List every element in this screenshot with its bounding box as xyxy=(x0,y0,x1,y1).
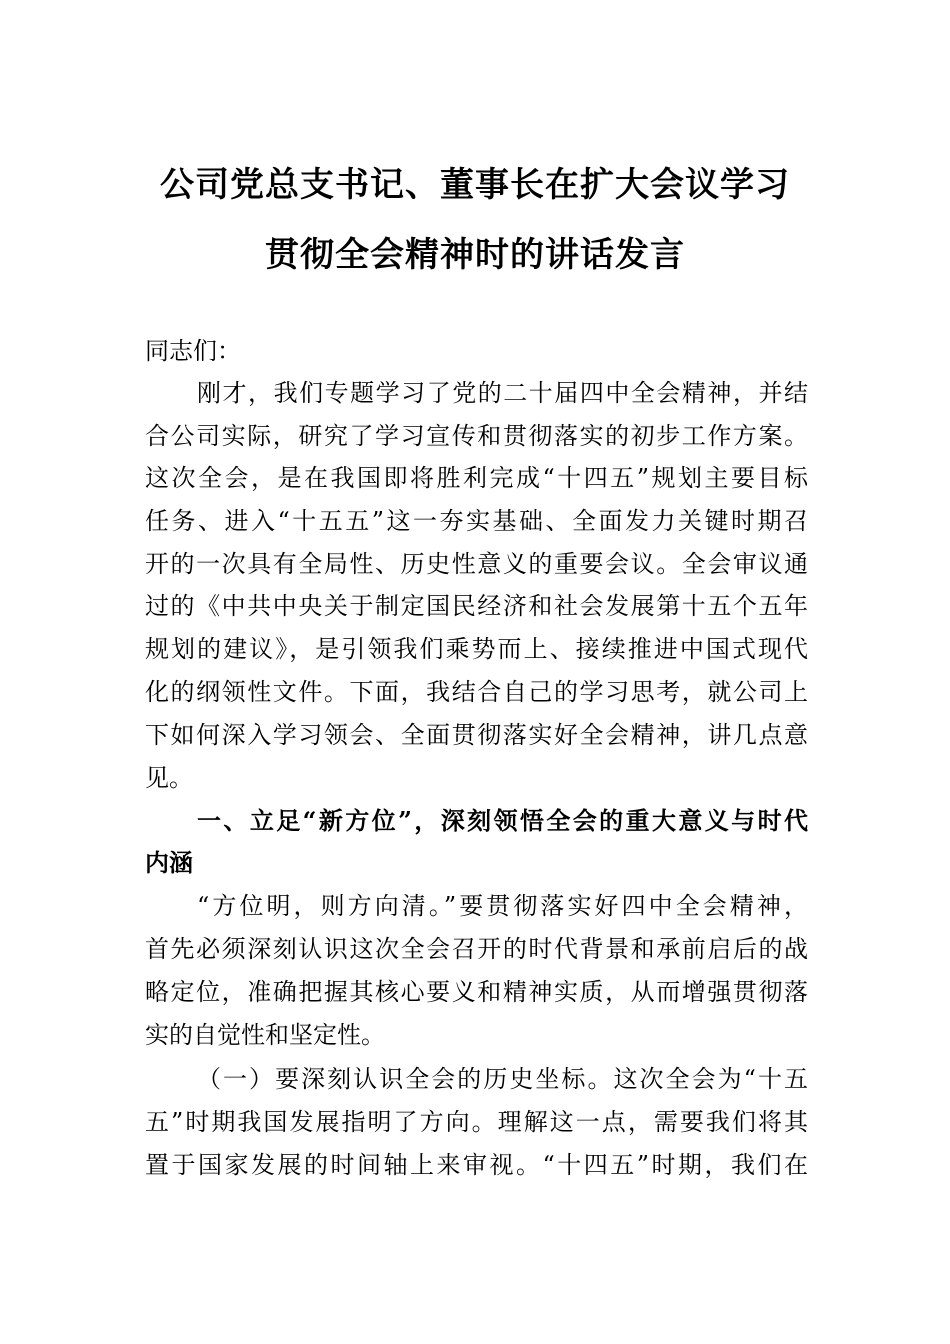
body-text-line: 这次全会，是在我国即将胜利完成“十四五”规划主要目标 xyxy=(145,464,808,492)
body-text-line: 化的纲领性文件。下面，我结合自己的学习思考，就公司上 xyxy=(145,678,808,706)
body-text-line: 规划的建议》，是引领我们乘势而上、接续推进中国式现代 xyxy=(145,635,808,663)
salutation: 同志们： xyxy=(145,337,241,365)
body-text-line: 合公司实际，研究了学习宣传和贯彻落实的初步工作方案。 xyxy=(145,422,808,450)
body-text-line: 五”时期我国发展指明了方向。理解这一点，需要我们将其 xyxy=(145,1108,808,1136)
body-text-line: 刚才，我们专题学习了党的二十届四中全会精神，并结 xyxy=(197,379,808,407)
body-text-line: 略定位，准确把握其核心要义和精神实质，从而增强贯彻落 xyxy=(145,978,808,1006)
body-text-line: 开的一次具有全局性、历史性意义的重要会议。全会审议通 xyxy=(145,550,808,578)
body-text-line: 实的自觉性和坚定性。 xyxy=(145,1021,385,1049)
body-text-line: 下如何深入学习领会、全面贯彻落实好全会精神，讲几点意 xyxy=(145,721,808,749)
document-title-line-2: 贯彻全会精神时的讲话发言 xyxy=(265,235,685,275)
document-title-line-1: 公司党总支书记、董事长在扩大会议学习 xyxy=(160,165,790,205)
body-text-line: 过的《中共中央关于制定国民经济和社会发展第十五个五年 xyxy=(145,592,808,620)
section-heading-line: 一、立足“新方位”，深刻领悟全会的重大意义与时代 xyxy=(197,806,808,835)
body-text-line: 见。 xyxy=(145,764,193,792)
body-text-line: （一）要深刻认识全会的历史坐标。这次全会为“十五 xyxy=(197,1065,808,1093)
section-heading-line: 内涵 xyxy=(145,848,193,877)
body-text-line: 首先必须深刻认识这次全会召开的时代背景和承前启后的战 xyxy=(145,935,808,963)
body-text-line: 任务、进入“十五五”这一夯实基础、全面发力关键时期召 xyxy=(145,507,808,535)
body-text-line: 置于国家发展的时间轴上来审视。“十四五”时期，我们在 xyxy=(145,1151,808,1179)
body-text-line: “方位明，则方向清。”要贯彻落实好四中全会精神， xyxy=(197,892,808,920)
